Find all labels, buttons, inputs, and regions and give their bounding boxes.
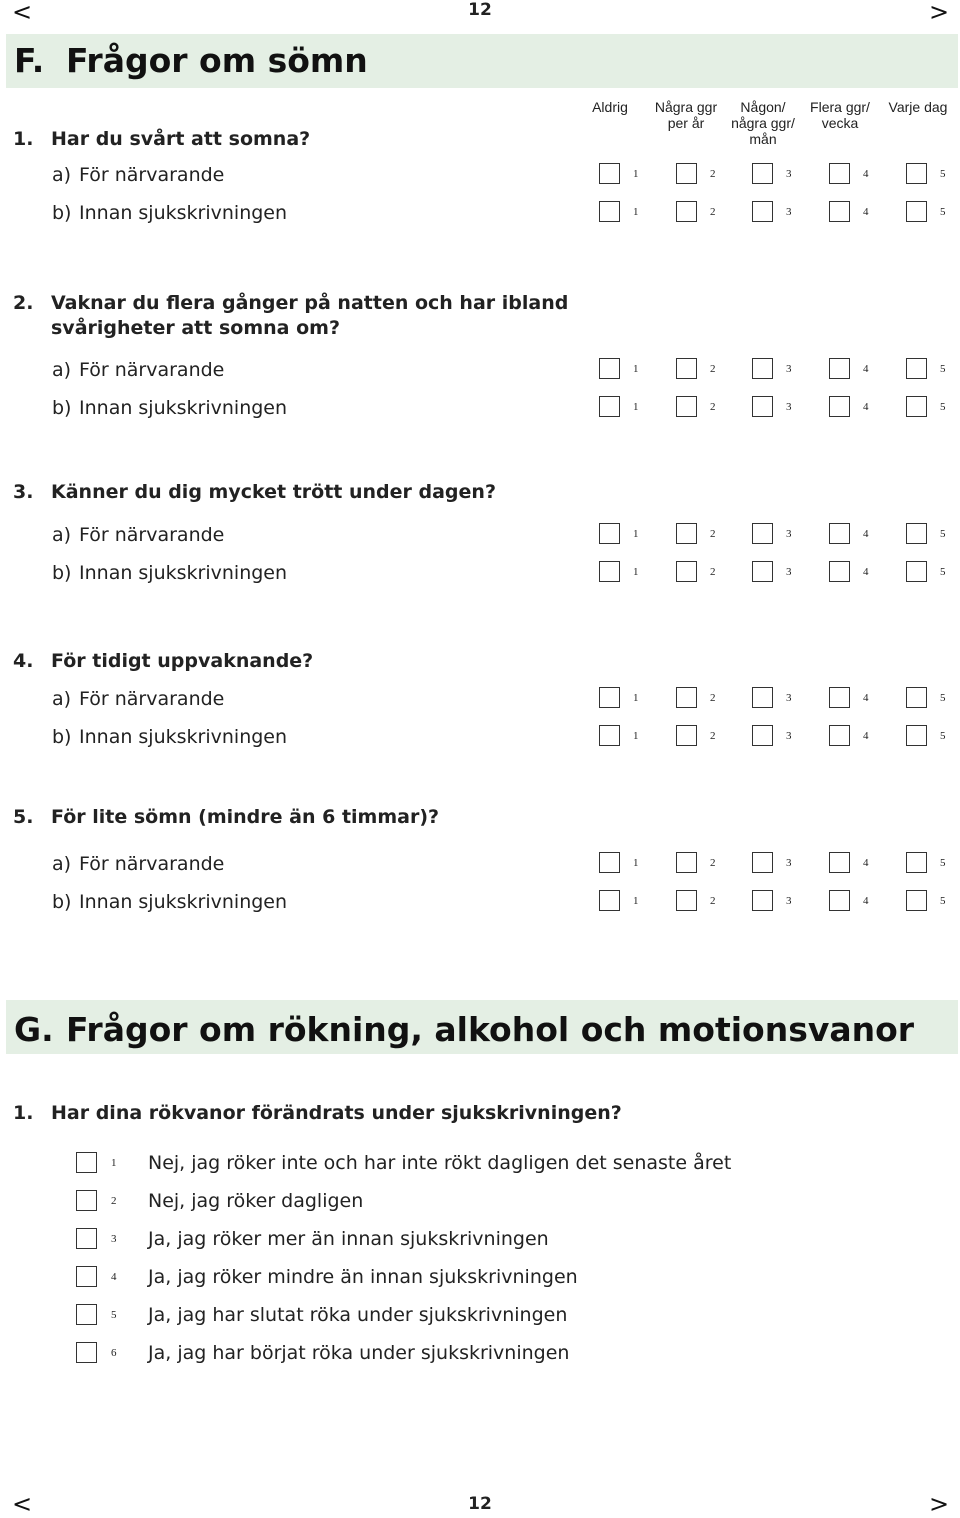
option-number: 3 [786,206,792,218]
q4-b-option-5-checkbox[interactable] [906,725,927,746]
q1-a-option-2-checkbox[interactable] [676,163,697,184]
sub-text: För närvarande [79,164,225,186]
section-f-title [14,41,368,80]
q3-a-option-5-checkbox[interactable] [906,523,927,544]
question-number: 3. [13,481,34,503]
next-page-button[interactable]: > [929,0,950,26]
q2-b-option-3-checkbox[interactable] [752,396,773,417]
sub-label: a) [52,164,72,186]
option-number: 4 [863,730,869,742]
smoking-option-4-checkbox[interactable] [76,1266,97,1287]
q4-b-option-4-checkbox[interactable] [829,725,850,746]
question-f2-b [52,397,287,419]
q1-b-option-5-checkbox[interactable] [906,201,927,222]
option-number: 2 [710,168,716,180]
q4-a-option-4-checkbox[interactable] [829,687,850,708]
sub-label: a) [52,853,72,875]
q5-b-option-3-checkbox[interactable] [752,890,773,911]
option-number: 1 [633,692,639,704]
option-number: 2 [710,857,716,869]
q2-a-option-4-checkbox[interactable] [829,358,850,379]
q2-b-option-5-checkbox[interactable] [906,396,927,417]
question-number: 5. [13,806,34,828]
sub-label: b) [52,726,72,748]
option-number: 3 [111,1233,117,1245]
sub-label: a) [52,359,72,381]
option-number: 1 [633,566,639,578]
question-number: 2. [13,292,34,314]
q2-b-option-1-checkbox[interactable] [599,396,620,417]
sub-text: Innan sjukskrivningen [79,726,288,748]
smoking-option-1-checkbox[interactable] [76,1152,97,1173]
question-text: För lite sömn (mindre än 6 timmar)? [51,806,440,828]
q5-a-option-2-checkbox[interactable] [676,852,697,873]
option-number: 2 [710,895,716,907]
q4-b-option-2-checkbox[interactable] [676,725,697,746]
option-number: 5 [940,363,946,375]
option-number: 5 [940,895,946,907]
option-number: 4 [863,206,869,218]
next-page-button-bottom[interactable]: > [929,1490,950,1518]
sub-text: För närvarande [79,359,225,381]
option-number: 2 [710,566,716,578]
q3-a-option-3-checkbox[interactable] [752,523,773,544]
option-number: 4 [863,401,869,413]
q4-b-option-3-checkbox[interactable] [752,725,773,746]
option-number: 4 [863,528,869,540]
q3-b-option-4-checkbox[interactable] [829,561,850,582]
section-g-title-text: Frågor om rökning, alkohol och motionsvanor [66,1010,915,1049]
sub-text: Innan sjukskrivningen [79,562,288,584]
q5-a-option-3-checkbox[interactable] [752,852,773,873]
option-number: 1 [633,206,639,218]
option-number: 3 [786,528,792,540]
q5-b-option-2-checkbox[interactable] [676,890,697,911]
option-number: 1 [633,528,639,540]
option-number: 3 [786,168,792,180]
question-f2-a [52,359,224,381]
q1-a-option-4-checkbox[interactable] [829,163,850,184]
question-f1 [13,127,591,152]
smoking-option-2-checkbox[interactable] [76,1190,97,1211]
q3-b-option-5-checkbox[interactable] [906,561,927,582]
sub-text: Innan sjukskrivningen [79,397,288,419]
question-text: Har dina rökvanor förändrats under sjukskrivningen? [51,1102,622,1124]
q2-a-option-3-checkbox[interactable] [752,358,773,379]
option-number: 5 [940,692,946,704]
option-number: 1 [633,857,639,869]
question-f1-b [52,202,287,224]
q1-b-option-4-checkbox[interactable] [829,201,850,222]
option-number: 5 [940,168,946,180]
option-number: 5 [940,566,946,578]
q4-a-option-2-checkbox[interactable] [676,687,697,708]
option-number: 5 [940,401,946,413]
option-number: 5 [940,206,946,218]
column-header-flera-ggr-vecka: Flera ggr/ vecka [810,99,870,131]
prev-page-button-bottom[interactable]: < [12,1490,33,1518]
q5-a-option-5-checkbox[interactable] [906,852,927,873]
sub-text: För närvarande [79,688,225,710]
sub-label: a) [52,688,72,710]
q1-a-option-1-checkbox[interactable] [599,163,620,184]
option-number: 2 [710,528,716,540]
sub-text: Innan sjukskrivningen [79,891,288,913]
q2-a-option-1-checkbox[interactable] [599,358,620,379]
option-number: 1 [633,168,639,180]
question-number: 1. [13,1102,34,1124]
section-f-letter: F. [14,41,45,80]
option-number: 5 [940,857,946,869]
option-number: 2 [710,401,716,413]
option-label: Ja, jag har börjat röka under sjukskrivningen [148,1342,570,1364]
sub-text: För närvarande [79,524,225,546]
option-number: 1 [111,1157,117,1169]
option-label: Ja, jag har slutat röka under sjukskrivningen [148,1304,568,1326]
option-number: 1 [633,363,639,375]
question-f3 [13,480,591,505]
section-g-title [14,1010,914,1049]
page-number-top: 12 [468,0,492,20]
option-number: 3 [786,566,792,578]
question-f5 [13,805,591,830]
q4-b-option-1-checkbox[interactable] [599,725,620,746]
q5-b-option-4-checkbox[interactable] [829,890,850,911]
question-number: 4. [13,650,34,672]
q2-b-option-2-checkbox[interactable] [676,396,697,417]
q1-a-option-5-checkbox[interactable] [906,163,927,184]
option-number: 4 [111,1271,117,1283]
option-number: 5 [940,528,946,540]
question-f3-b [52,562,287,584]
smoking-option-5-checkbox[interactable] [76,1304,97,1325]
q2-a-option-5-checkbox[interactable] [906,358,927,379]
question-f3-a [52,524,224,546]
q1-b-option-2-checkbox[interactable] [676,201,697,222]
question-f2 [13,291,591,341]
option-label: Nej, jag röker inte och har inte rökt dagligen det senaste året [148,1152,732,1174]
question-text: Vaknar du flera gånger på natten och har ibland svårigheter att somna om? [51,292,569,339]
q4-a-option-5-checkbox[interactable] [906,687,927,708]
smoking-option-6-checkbox[interactable] [76,1342,97,1363]
option-number: 1 [633,895,639,907]
sub-text: Innan sjukskrivningen [79,202,288,224]
q3-a-option-2-checkbox[interactable] [676,523,697,544]
sub-label: b) [52,397,72,419]
option-number: 5 [111,1309,117,1321]
option-number: 6 [111,1347,117,1359]
question-g1 [13,1101,751,1126]
q1-a-option-3-checkbox[interactable] [752,163,773,184]
q1-b-option-3-checkbox[interactable] [752,201,773,222]
option-number: 2 [710,730,716,742]
sub-label: b) [52,202,72,224]
q5-b-option-5-checkbox[interactable] [906,890,927,911]
option-number: 5 [940,730,946,742]
option-number: 3 [786,363,792,375]
option-number: 2 [710,363,716,375]
option-number: 2 [710,692,716,704]
q3-b-option-1-checkbox[interactable] [599,561,620,582]
option-number: 3 [786,730,792,742]
option-number: 4 [863,168,869,180]
option-number: 3 [786,692,792,704]
question-text: Har du svårt att somna? [51,128,311,150]
question-f4 [13,649,591,674]
column-header-nagon-nagra-ggr-man: Någon/ några ggr/ mån [731,99,795,147]
page-number-bottom: 12 [468,1494,492,1514]
prev-page-button[interactable]: < [12,0,33,26]
option-number: 4 [863,692,869,704]
question-f1-a [52,164,224,186]
option-number: 3 [786,857,792,869]
smoking-option-3-checkbox[interactable] [76,1228,97,1249]
q3-a-option-1-checkbox[interactable] [599,523,620,544]
option-number: 1 [633,730,639,742]
option-number: 2 [111,1195,117,1207]
section-f-title-text: Frågor om sömn [66,41,368,80]
column-header-aldrig: Aldrig [592,99,628,115]
q2-b-option-4-checkbox[interactable] [829,396,850,417]
q2-a-option-2-checkbox[interactable] [676,358,697,379]
option-label: Ja, jag röker mindre än innan sjukskrivningen [148,1266,578,1288]
option-number: 3 [786,401,792,413]
question-f4-a [52,688,224,710]
option-label: Ja, jag röker mer än innan sjukskrivningen [148,1228,549,1250]
question-number: 1. [13,128,34,150]
option-number: 4 [863,895,869,907]
column-header-nagra-ggr-per-ar: Några ggr per år [654,99,718,131]
option-label: Nej, jag röker dagligen [148,1190,364,1212]
question-f5-a [52,853,224,875]
option-number: 2 [710,206,716,218]
q3-b-option-3-checkbox[interactable] [752,561,773,582]
column-header-varje-dag: Varje dag [888,99,948,115]
question-f5-b [52,891,287,913]
section-g-letter: G. [14,1010,54,1049]
q3-a-option-4-checkbox[interactable] [829,523,850,544]
option-number: 4 [863,566,869,578]
sub-text: För närvarande [79,853,225,875]
sub-label: b) [52,562,72,584]
sub-label: b) [52,891,72,913]
q4-a-option-3-checkbox[interactable] [752,687,773,708]
q5-a-option-1-checkbox[interactable] [599,852,620,873]
sub-label: a) [52,524,72,546]
q1-b-option-1-checkbox[interactable] [599,201,620,222]
q3-b-option-2-checkbox[interactable] [676,561,697,582]
question-text: Känner du dig mycket trött under dagen? [51,481,496,503]
option-number: 4 [863,857,869,869]
q5-b-option-1-checkbox[interactable] [599,890,620,911]
question-text: För tidigt uppvaknande? [51,650,314,672]
option-number: 4 [863,363,869,375]
option-number: 3 [786,895,792,907]
q5-a-option-4-checkbox[interactable] [829,852,850,873]
option-number: 1 [633,401,639,413]
question-f4-b [52,726,287,748]
q4-a-option-1-checkbox[interactable] [599,687,620,708]
